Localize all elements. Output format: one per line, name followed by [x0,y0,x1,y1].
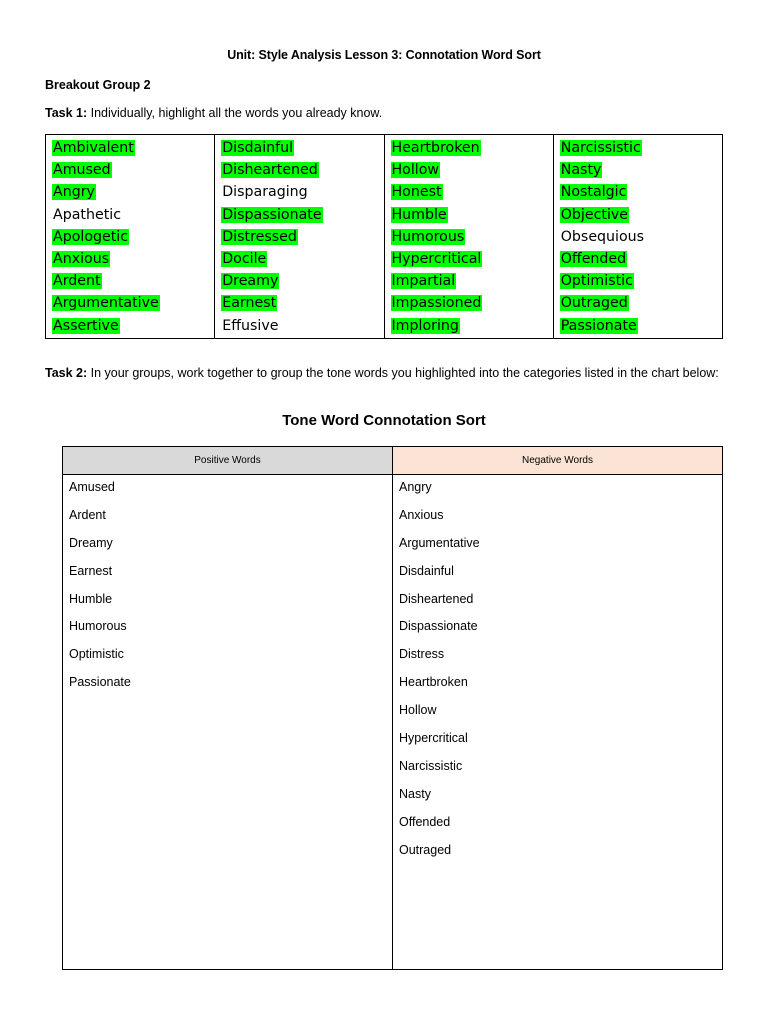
tone-word-text: Anxious [53,251,110,268]
tone-word-text: Effusive [222,317,279,334]
tone-word [221,181,378,203]
tone-word [560,292,717,314]
tone-word [560,159,717,181]
positive-words-cell [63,475,393,970]
word-column-3 [384,135,553,339]
tone-word-text: Objective [560,206,629,223]
group-label: Breakout Group 2 [45,78,151,92]
task2-text: In your groups, work together to group the tone words you highlighted into the categories listed in the chart below: [87,366,719,380]
tone-word [221,292,378,314]
tone-word-text: Ardent [53,273,101,290]
tone-word-text: Dispassionate [222,206,322,223]
positive-word-item: Earnest [69,563,113,578]
tone-word [52,292,209,314]
tone-word [52,137,209,159]
tone-word [52,159,209,181]
tone-word-text: Distressed [222,228,297,245]
sort-chart-title: Tone Word Connotation Sort [282,412,486,429]
connotation-sort-table [62,446,723,970]
tone-word-text: Imploring [391,317,459,334]
negative-words-cell [393,475,723,970]
tone-word-text: Nasty [560,162,602,179]
task2-label: Task 2: [45,366,88,380]
tone-word-text: Heartbroken [391,140,480,156]
positive-word-item: Humorous [69,619,127,634]
tone-word-text: Passionate [560,317,637,334]
tone-word [52,204,209,226]
tone-word-text: Hypercritical [391,251,482,268]
positive-word-item: Ardent [69,507,106,522]
task1-instruction [45,106,382,120]
negative-word-item: Narcissistic [399,758,463,773]
tone-word [221,226,378,248]
negative-word-item: Disheartened [399,591,474,606]
tone-word [391,181,548,203]
tone-word [391,292,548,314]
positive-word-item: Dreamy [69,535,113,550]
tone-word-text: Dreamy [222,273,279,290]
tone-word-text: Apologetic [53,228,129,245]
tone-word [560,248,717,270]
negative-word-item: Argumentative [399,535,480,550]
tone-word [560,270,717,292]
tone-word-text: Earnest [222,295,277,312]
tone-word [221,137,378,159]
negative-word-item: Disdainful [399,563,454,578]
tone-word-text: Disdainful [222,140,294,156]
tone-word [391,159,548,181]
task1-label: Task 1: [45,106,88,120]
tone-word [52,270,209,292]
negative-words-header: Negative Words [393,447,723,475]
tone-word-text: Angry [53,184,95,201]
tone-word [221,270,378,292]
tone-word [221,159,378,181]
document-title: Unit: Style Analysis Lesson 3: Connotation Word Sort [227,48,541,62]
tone-word [560,137,717,159]
word-column-2 [215,135,384,339]
positive-word-item: Passionate [69,675,131,690]
tone-word [221,315,378,337]
tone-word-text: Argumentative [53,295,159,312]
word-column-1 [46,135,215,339]
tone-word [560,181,717,203]
negative-word-item: Dispassionate [399,619,478,634]
negative-word-item: Angry [399,480,432,494]
tone-word [52,315,209,337]
negative-word-item: Distress [399,647,445,662]
tone-word-text: Honest [391,184,442,201]
tone-word [560,226,717,248]
tone-word-text: Outraged [560,295,628,312]
tone-word-text: Hollow [391,162,440,179]
task1-text: Individually, highlight all the words you already know. [87,106,383,120]
tone-word [391,204,548,226]
tone-word [391,137,548,159]
tone-word-text: Impartial [391,273,456,290]
tone-word [560,204,717,226]
negative-word-item: Nasty [399,786,431,801]
tone-word-text: Obsequious [560,228,645,245]
negative-word-item: Hollow [399,703,437,718]
negative-word-item: Outraged [399,842,452,857]
tone-word-text: Docile [222,251,267,268]
tone-word [52,181,209,203]
tone-word-text: Assertive [53,317,119,334]
word-column-4 [553,135,722,339]
positive-word-item: Optimistic [69,647,124,662]
tone-word-text: Nostalgic [560,184,627,201]
tone-word [391,270,548,292]
tone-word [221,204,378,226]
positive-words-header: Positive Words [63,447,393,475]
tone-word [391,315,548,337]
tone-word [391,226,548,248]
positive-word-item: Amused [69,480,115,494]
tone-word-text: Offended [560,251,627,268]
tone-word [221,248,378,270]
tone-word [52,248,209,270]
tone-word-text: Apathetic [53,206,121,223]
tone-word-text: Humble [391,206,447,223]
tone-word [52,226,209,248]
positive-word-item: Humble [69,591,113,606]
tone-word-text: Disparaging [222,184,308,201]
tone-word [391,248,548,270]
tone-word-text: Narcissistic [560,140,641,156]
tone-word-text: Disheartened [222,162,318,179]
tone-word-text: Amused [53,162,111,179]
task2-instruction [45,364,725,383]
tone-word-table [45,134,723,339]
negative-word-item: Offended [399,814,451,829]
tone-word-text: Impassioned [391,295,482,312]
negative-word-item: Hypercritical [399,731,468,746]
tone-word [560,315,717,337]
tone-word-text: Optimistic [560,273,633,290]
negative-word-item: Heartbroken [399,675,468,690]
tone-word-text: Ambivalent [53,140,134,156]
negative-word-item: Anxious [399,507,444,522]
tone-word-text: Humorous [391,228,465,245]
